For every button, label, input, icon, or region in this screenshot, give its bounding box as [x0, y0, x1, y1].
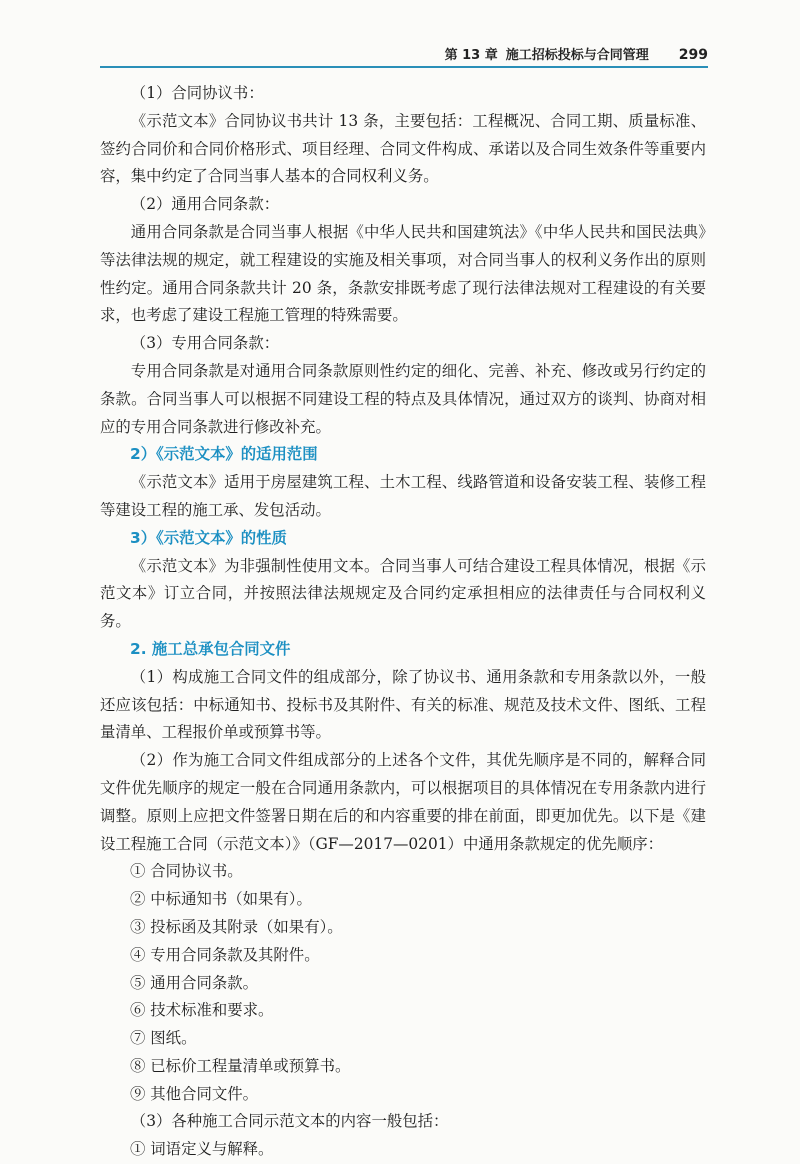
paragraph-nature: 《示范文本》为非强制性使用文本。合同当事人可结合建设工程具体情况，根据《示范文本》订立合同，并按照法律法规规定及合同约定承担相应的法律责任与合同权利义务。	[100, 556, 706, 631]
heading-nature: 3）《示范文本》的性质	[130, 528, 287, 547]
paragraph-scope: 《示范文本》适用于房屋建筑工程、土木工程、线路管道和设备安装工程、装修工程等建设工程的施工承、发包活动。	[100, 473, 706, 519]
paragraph-general-terms: 通用合同条款是合同当事人根据《中华人民共和国建筑法》《中华人民共和国民法典》等法律法规的规定，就工程建设的实施及相关事项，对合同当事人的权利义务作出的原则性约定。通用合同条款共计 20 条，条款安排既考虑了现行法律法规对工程建设的有关要求，也考虑了建设工程施工管理的特殊需要。	[100, 222, 706, 325]
list-item: ④ 专用合同条款及其附件。	[130, 945, 320, 964]
subheading-special-terms: （3）专用合同条款：	[130, 334, 280, 353]
subheading-general-terms: （2）通用合同条款：	[130, 195, 280, 214]
list-item: ⑦ 图纸。	[130, 1029, 197, 1048]
chapter-title: 施工招标投标与合同管理	[505, 48, 649, 63]
list-item: ① 合同协议书。	[130, 862, 243, 881]
list-item: ③ 投标函及其附录（如果有）。	[130, 917, 343, 936]
paragraph-agreement: 《示范文本》合同协议书共计 13 条，主要包括：工程概况、合同工期、质量标准、签约合同价和合同价格形式、项目经理、合同文件构成、承诺以及合同生效条件等重要内容，集中约定了合同当事人基本的合同权利义务。	[100, 111, 706, 186]
list-item: ⑧ 已标价工程量清单或预算书。	[130, 1056, 351, 1075]
paragraph-documents-priority: （2）作为施工合同文件组成部分的上述各个文件，其优先顺序是不同的，解释合同文件优先顺序的规定一般在合同通用条款内，可以根据项目的具体情况在专用条款内进行调整。原则上应把文件签署日期在后的和内容重要的排在前面，即更加优先。以下是《建设工程施工合同（示范文本）》（GF—2017—0201）中通用条款规定的优先顺序：	[100, 751, 706, 853]
subheading-agreement: （1）合同协议书：	[130, 84, 264, 102]
list-item: ⑤ 通用合同条款。	[130, 973, 259, 992]
subheading-template-contents: （3）各种施工合同示范文本的内容一般包括：	[130, 1112, 449, 1131]
list-item: ⑥ 技术标准和要求。	[130, 1001, 274, 1020]
page-number: 299	[678, 47, 708, 63]
running-header	[100, 44, 708, 63]
list-item: ① 词语定义与解释。	[130, 1140, 274, 1159]
paragraph-special-terms: 专用合同条款是对通用合同条款原则性约定的细化、完善、补充、修改或另行约定的条款。合同当事人可以根据不同建设工程的特点及具体情况，通过双方的谈判、协商对相应的专用合同条款进行修改补充。	[100, 361, 706, 436]
heading-contract-documents: 2. 施工总承包合同文件	[130, 639, 291, 658]
chapter-number: 第 13 章	[444, 48, 498, 63]
list-item: ⑨ 其他合同文件。	[130, 1084, 259, 1103]
paragraph-documents-composition: （1）构成施工合同文件的组成部分，除了协议书、通用条款和专用条款以外，一般还应该包括：中标通知书、投标书及其附件、有关的标准、规范及技术文件、图纸、工程量清单、工程报价单或预算书等。	[100, 667, 706, 742]
header-rule	[100, 66, 708, 68]
list-item: ② 中标通知书（如果有）。	[130, 890, 312, 909]
heading-scope: 2）《示范文本》的适用范围	[130, 445, 318, 464]
page-body	[100, 80, 706, 1164]
